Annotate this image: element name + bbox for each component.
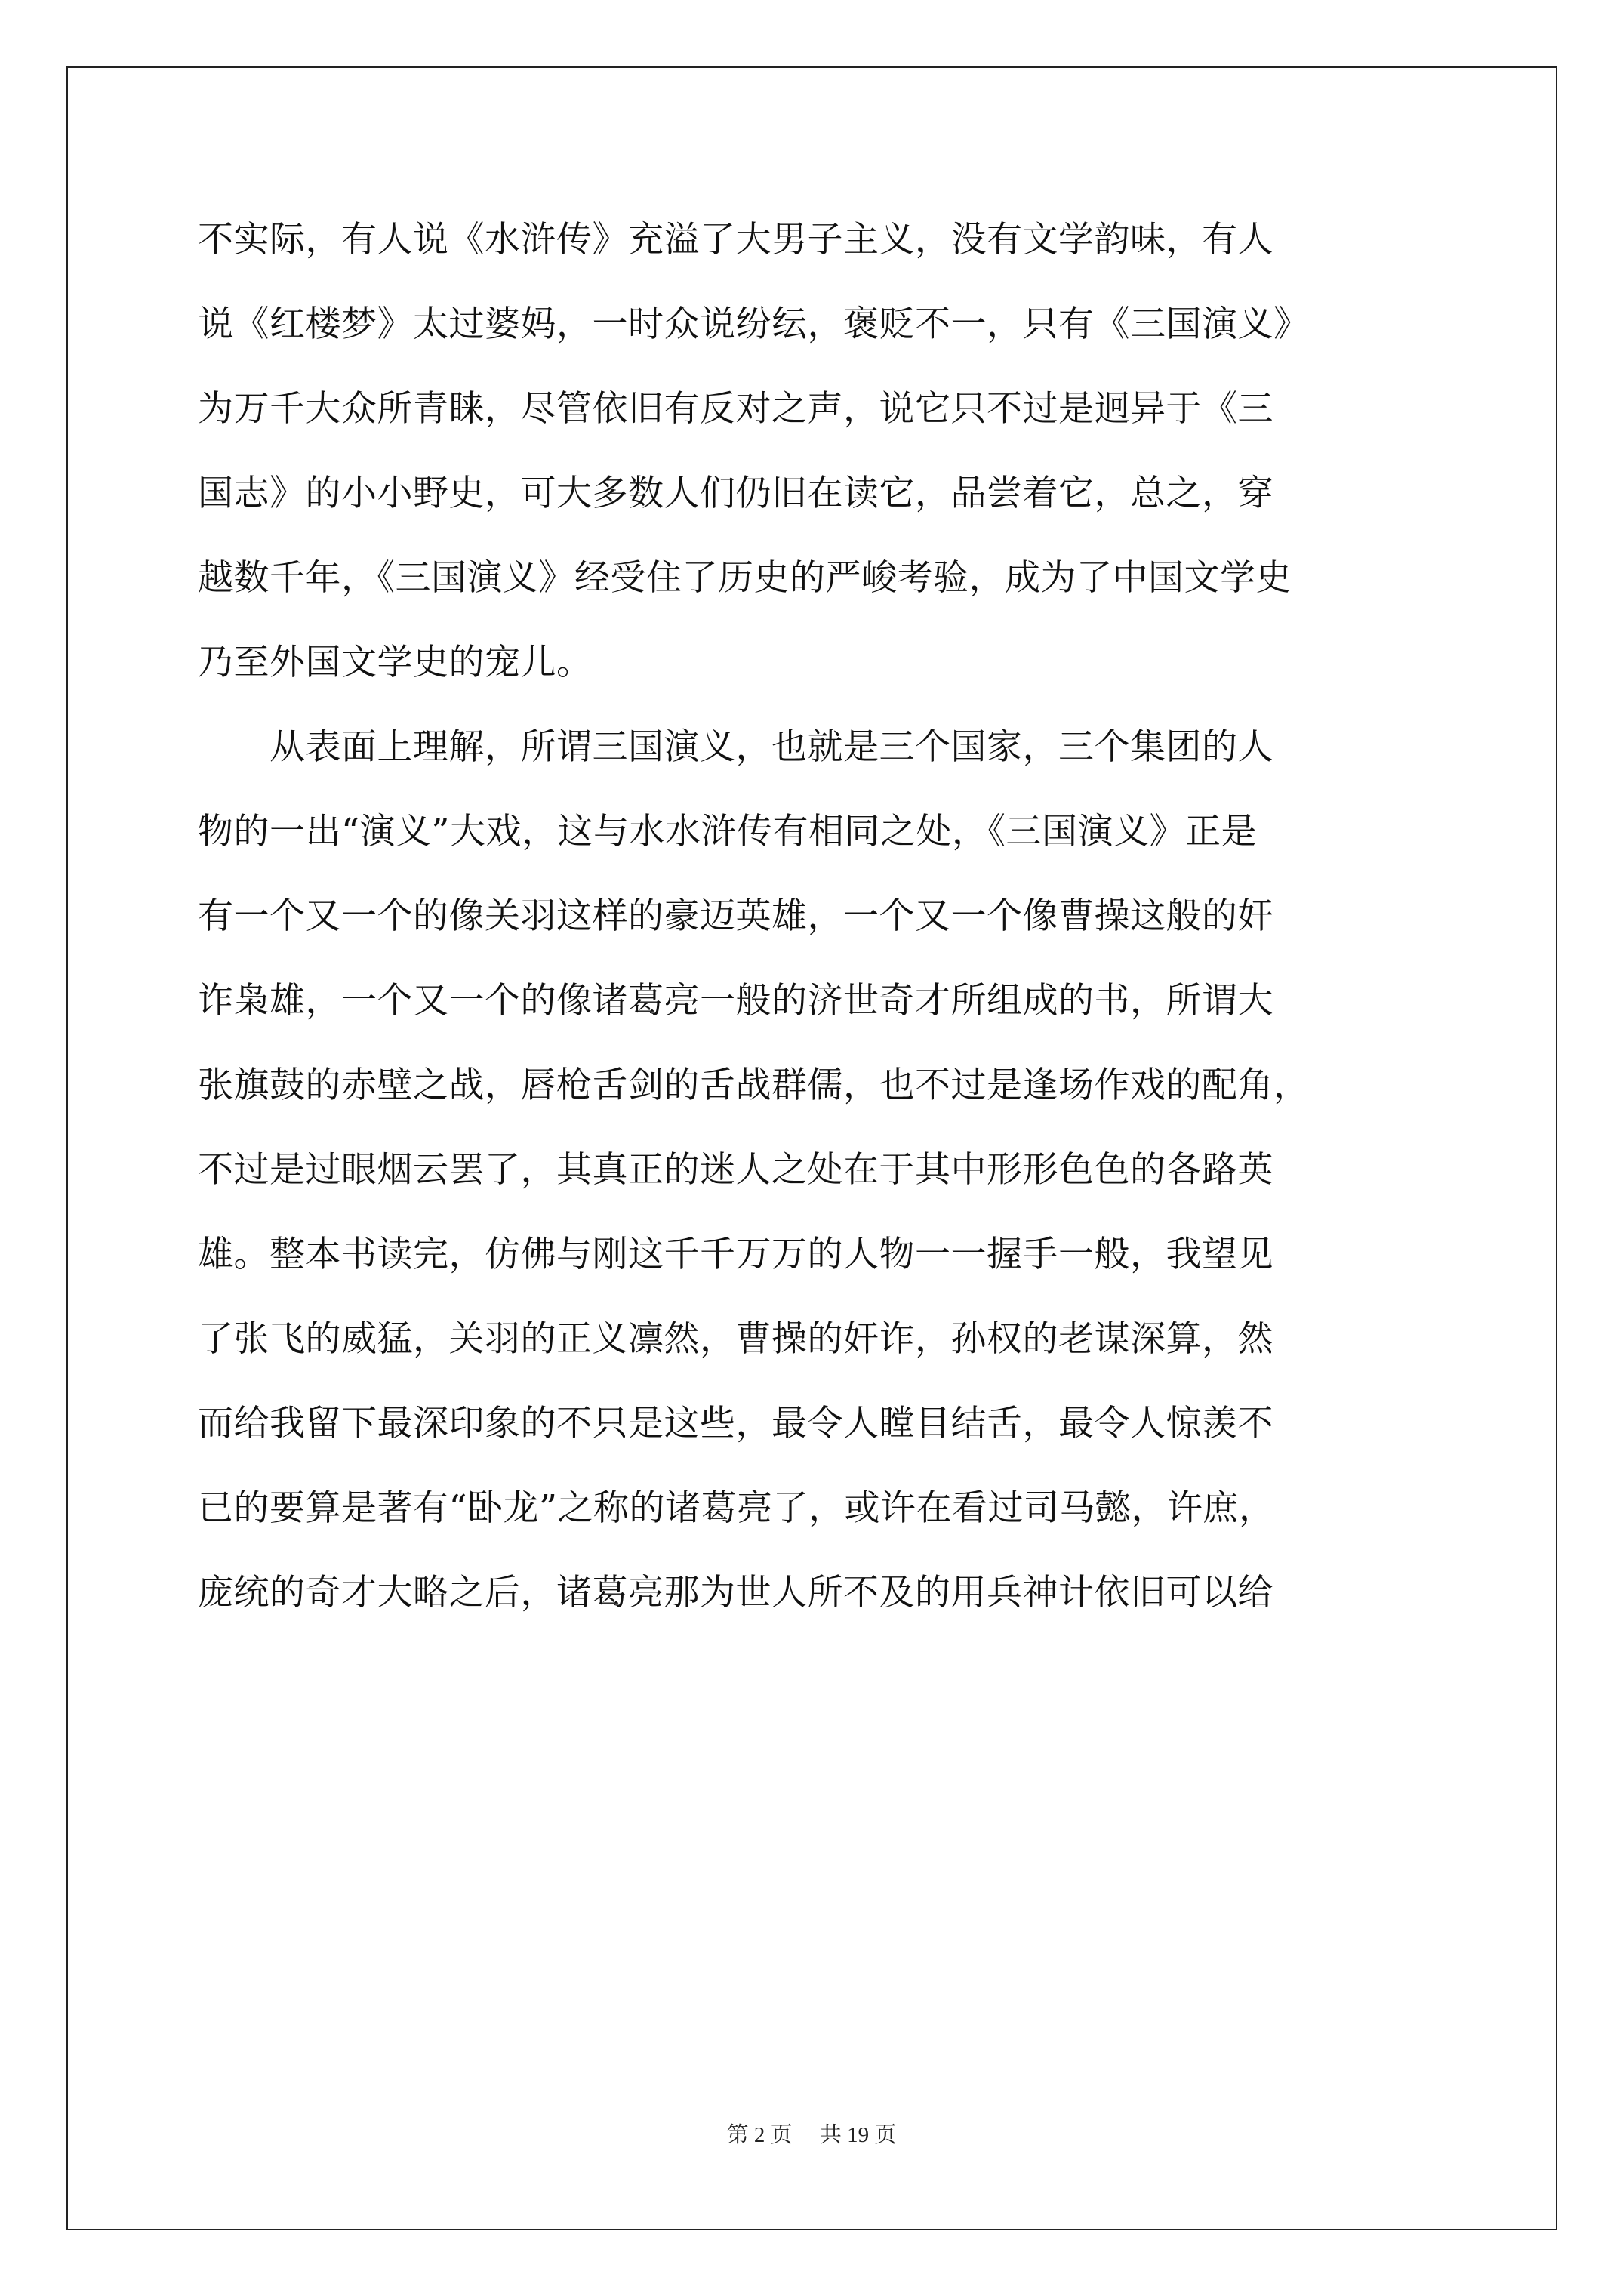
page-number-footer: 第 2 页 共 19 页 bbox=[726, 2123, 897, 2147]
text-line: 说《红楼梦》太过婆妈，一时众说纷纭，褒贬不一，只有《三国演义》 bbox=[198, 304, 1310, 345]
text-line: 国志》的小小野史，可大多数人们仍旧在读它，品尝着它，总之，穿 bbox=[198, 473, 1273, 514]
text-line: 越数千年，《三国演义》经受住了历史的严峻考验，成为了中国文学史 bbox=[198, 557, 1292, 599]
text-line: 已的要算是著有“卧龙”之称的诸葛亮了，或许在看过司马懿，许庶， bbox=[198, 1487, 1275, 1529]
text-line: 诈枭雄，一个又一个的像诸葛亮一般的济世奇才所组成的书，所谓大 bbox=[198, 980, 1273, 1022]
text-line: 了张飞的威猛，关羽的正义凛然，曹操的奸诈，孙权的老谋深算，然 bbox=[198, 1318, 1273, 1360]
text-line: 有一个又一个的像关羽这样的豪迈英雄，一个又一个像曹操这般的奸 bbox=[198, 895, 1273, 937]
document-body bbox=[198, 219, 1436, 1657]
text-line: 而给我留下最深印象的不只是这些，最令人瞠目结舌，最令人惊羡不 bbox=[198, 1403, 1273, 1444]
text-line: 张旗鼓的赤壁之战，唇枪舌剑的舌战群儒，也不过是逢场作戏的配角， bbox=[198, 1065, 1310, 1106]
text-line: 庞统的奇才大略之后，诸葛亮那为世人所不及的用兵神计依旧可以给 bbox=[198, 1572, 1273, 1613]
text-line: 为万千大众所青睐，尽管依旧有反对之声，说它只不过是迥异于《三 bbox=[198, 388, 1273, 430]
text-line: 不实际，有人说《水浒传》充溢了大男子主义，没有文学韵味，有人 bbox=[198, 219, 1273, 260]
text-line: 雄。整本书读完，仿佛与刚这千千万万的人物一一握手一般，我望见 bbox=[198, 1234, 1273, 1275]
text-line: 从表面上理解，所谓三国演义，也就是三个国家，三个集团的人 bbox=[198, 726, 1273, 768]
text-line: 不过是过眼烟云罢了，其真正的迷人之处在于其中形形色色的各路英 bbox=[198, 1149, 1273, 1191]
text-line: 物的一出“演义”大戏，这与水水浒传有相同之处，《三国演义》正是 bbox=[198, 811, 1258, 852]
text-line: 乃至外国文学史的宠儿。 bbox=[198, 642, 593, 683]
